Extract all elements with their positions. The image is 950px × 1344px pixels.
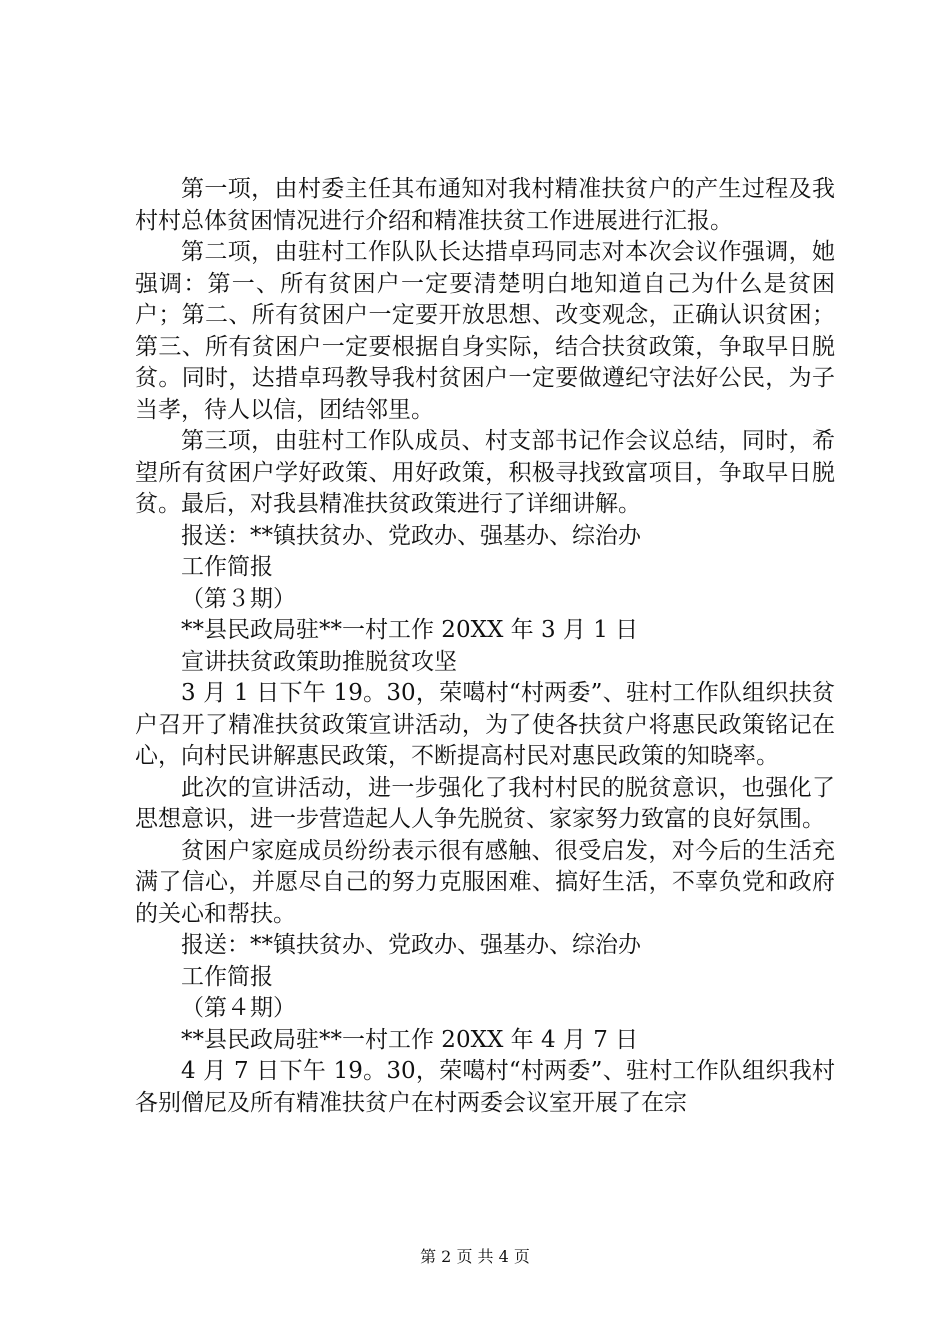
report-to-line: 报送：**镇扶贫办、党政办、强基办、综治办 bbox=[181, 932, 641, 958]
article-headline: 宣讲扶贫政策助推脱贫攻坚 bbox=[181, 648, 457, 675]
paragraph-event-intro: 4 月 7 日下午 19。30，荣噶村“村两委”、驻村工作队组织我村各别僧尼及所有精准扶贫户在村两委会议室开展了在宗 bbox=[135, 1058, 835, 1116]
paragraph-event-intro: 3 月 1 日下午 19。30，荣噶村“村两委”、驻村工作队组织扶贫户召开了精准扶贫政策宣讲活动，为了使各扶贫户将惠民政策铭记在心，向村民讲解惠民政策，不断提高村民对惠民政策的知晓率。 bbox=[135, 680, 835, 769]
issue-number: （第３期） bbox=[181, 585, 296, 612]
paragraph-event-feedback: 贫困户家庭成员纷纷表示很有感触、很受启发，对今后的生活充满了信心，并愿尽自己的努力克服困难、搞好生活，不辜负党和政府的关心和帮扶。 bbox=[135, 837, 835, 927]
bulletin-title: 工作简报 bbox=[181, 963, 273, 990]
issue-number: （第４期） bbox=[181, 995, 296, 1021]
paragraph-item-two: 第二项，由驻村工作队队长达措卓玛同志对本次会议作强调，她强调：第一、所有贫困户一定要清楚明白地知道自己为什么是贫困户；第二、所有贫困户一定要开放思想、改变观念，正确认识贫困；第三、所有贫困户一定要根据自身实际，结合扶贫政策，争取早日脱贫。同时，达措卓玛教导我村贫困户一定要做遵纪守法好公民，为子当孝，待人以信，团结邻里。 bbox=[135, 239, 835, 423]
paragraph-item-three: 第三项，由驻村工作队成员、村支部书记作会议总结，同时，希望所有贫困户学好政策、用好政策，积极寻找致富项目，争取早日脱贫。最后，对我县精准扶贫政策进行了详细讲解。 bbox=[135, 428, 835, 517]
issuer-date-line: **县民政局驻**一村工作 20XX 年 3 月 1 日 bbox=[181, 617, 639, 643]
paragraph-event-effect: 此次的宣讲活动，进一步强化了我村村民的脱贫意识，也强化了思想意识，进一步营造起人人争先脱贫、家家努力致富的良好氛围。 bbox=[135, 774, 835, 832]
document-body bbox=[135, 174, 835, 1119]
issuer-date-line: **县民政局驻**一村工作 20XX 年 4 月 7 日 bbox=[181, 1026, 639, 1053]
paragraph-item-one: 第一项，由村委主任其布通知对我村精准扶贫户的产生过程及我村村总体贫困情况进行介绍和精准扶贫工作进展进行汇报。 bbox=[135, 176, 835, 234]
page-footer: 第 2 页 共 4 页 bbox=[420, 1247, 530, 1266]
report-to-line: 报送：**镇扶贫办、党政办、强基办、综治办 bbox=[181, 522, 641, 549]
bulletin-title: 工作简报 bbox=[181, 554, 273, 580]
